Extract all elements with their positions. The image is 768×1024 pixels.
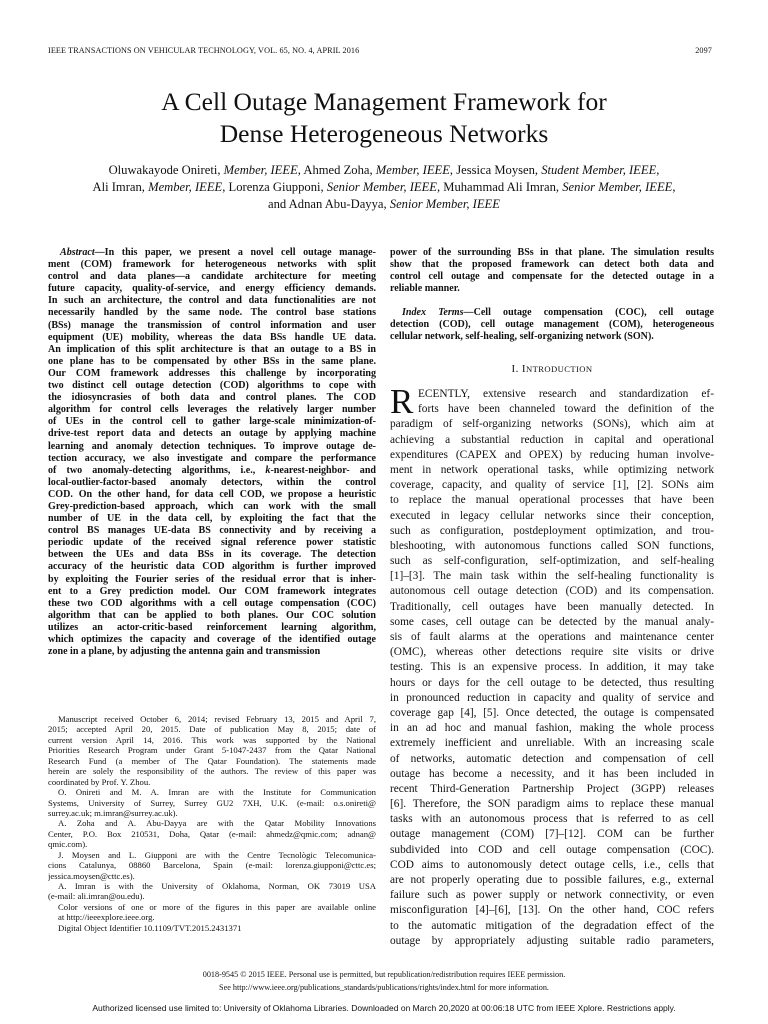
footnote-line: Digital Object Identifier 10.1109/TVT.2015.2431371 [58,922,242,933]
body-line: paradigm of self-organizing networks (SONs), which aim at [390,418,714,431]
index-terms-line: cellular network, self-healing, self-organizing network (SON). [390,331,654,343]
body-line: hours or days for the cell outage to be detected, thus resulting [390,676,714,689]
author-line: Oluwakayode Onireti, Member, IEEE, Ahmed Zoha, Member, IEEE, Jessica Moysen, Student Member, IEEE, [108,163,660,177]
abstract-continued [390,247,714,295]
body-line: [1]–[3]. The main task within the self-healing functionality is [390,570,714,583]
abstract-line: reliable manner. [390,283,460,295]
abstract-line: ment (COM) framework for heterogeneous networks with split [48,259,376,271]
body-line: are not properly operating due to possible failures, e.g., external [390,874,714,886]
index-terms-line: detection (COD), cell outage management (COM), heterogeneous [390,319,714,331]
body-line: failure such as power supply or network connectivity, or even [390,889,714,902]
body-line: testing. This is an expensive process. In addition, it may take [390,661,714,674]
abstract-line: control BS manages UE-data BS connectivity and by receiving a [48,525,376,537]
abstract-line: periodic update of the received signal reference power statistic [48,537,376,549]
abstract-line: ent to a Grey prediction model. Our COM framework integrates [48,585,376,597]
body-line: executed in legacy cellular networks since their conception, [390,509,714,522]
body-line: coverage gap [4], [5]. Once detected, the outage is compensated [390,706,714,719]
abstract-line: necessarily handled by the same node. The control base stations [48,307,376,319]
abstract-line: control and data planes—a candidate architecture for meeting [48,271,376,283]
body-line: autonomous cell outage detection (COD) and its compensation. [390,585,714,598]
footnote-line: A. Imran is with the University of Oklahoma, Norman, OK 73019 USA [58,881,376,891]
body-line: sis of fault alarms at the operations and maintenance center [390,631,714,643]
abstract-line: number of UE in the data cell, by exploiting the fact that the [48,513,376,525]
download-notice: Authorized licensed use limited to: University of Oklahoma Libraries. Downloaded on March 20,2020 at 00:06:18 UTC from IEEE Xplore. Restrictions apply. [92,1003,676,1013]
introduction-body [390,382,714,949]
paper-title [0,86,768,150]
footnote-line: Priorities Research Program under Grant 5-1047-2437 from the Qatar National [48,745,376,756]
footnote-line: J. Moysen and L. Giupponi are with the Centre Tecnològic Telecomunica- [58,849,376,860]
body-line: of networks, automatic detection and compensation of cell [390,752,714,765]
body-line: outage management (COM) [7]–[12]. COM can be further [390,828,714,841]
abstract-line: algorithm that can be applied to both planes. Our COC solution [48,609,376,621]
abstract-line: algorithm for control cells leverages the relatively larger number [48,404,376,416]
abstract [48,247,376,658]
body-line: COD aims to autonomously detect outage cells, i.e., cells that [390,858,714,871]
abstract-line: Abstract—In this paper, we present a novel cell outage manage- [60,247,376,258]
copyright-line: See http://www.ieee.org/publications_standards/publications/rights/index.html for more information. [219,983,549,992]
footnote-line: A. Zoha and A. Abu-Dayya are with the Qatar Mobility Innovations [58,818,376,829]
body-line: extremely inefficient and unreliable. With an increasing scale [390,737,714,750]
footnote-line: (e-mail: ali.imran@ou.edu). [48,891,145,902]
drop-cap: R [390,382,414,421]
title-line: A Cell Outage Management Framework for [161,87,607,116]
body-line: in an ad hoc and manual fashion, making the whole process [390,722,714,735]
footnote-line: at http://ieeexplore.ieee.org. [58,912,155,923]
footnote-line: Color versions of one or more of the figures in this paper are available online [58,901,376,912]
abstract-line: show that the proposed framework can detect both data and [390,259,714,271]
body-line: tasks with an autonomous process that is referred to as cell [390,813,714,826]
index-terms [390,307,714,343]
abstract-line: Grey-prediction-based approach, which can work with the small [48,500,376,512]
abstract-line: An implication of this split architecture is that an outage to a BS in [48,343,376,355]
footnote-line: herein are solely the responsibility of the authors. The review of this paper was [48,766,376,777]
body-line: in pronounced reduction in capacity and quality of service and [390,691,714,704]
copyright-notice [0,968,768,994]
footnote-line: Research Fund (a member of The Qatar Foundation). The statements made [48,755,376,766]
footnote-line: coordinated by Prof. Y. Zhou. [48,776,151,787]
abstract-line: zone in a plane, by adjusting the antenna gain and transmission [48,646,321,658]
abstract-line: In such an architecture, the control and data functionalities are not [48,295,376,307]
abstract-line: of UEs in the control cell to gather large-scale minimization-of- [48,416,376,428]
abstract-line: local-outlier-factor-based anomaly detectors, within the control [48,476,376,488]
author-list [40,162,728,214]
body-line: outage by appropriately adjusting suitable radio parameters, [390,934,714,947]
abstract-line: equipment (UE) mobility, whereas the data BSs handle UE data. [48,331,376,343]
body-line: to replace the manual operational processes that have been [390,494,714,507]
abstract-line: two distinct cell outage detection (COD) algorithms to cope with [48,380,376,392]
author-line: and Adnan Abu-Dayya, Senior Member, IEEE [268,197,500,212]
abstract-line: accuracy of the heuristic data COD algorithm is further improved [48,561,376,573]
body-line: such as configuration, postdeployment optimization, and trou- [390,524,714,537]
footnote-line: qmic.com). [48,839,88,850]
abstract-line: between the UEs and data BSs in its coverage. The detection [48,549,376,561]
footnote-line: 2015; accepted April 20, 2015. Date of publication May 8, 2015; date of [48,724,376,735]
footnote-line: Systems, University of Surrey, Surrey GU2 7XH, U.K. (e-mail: o.s.onireti@ [48,797,376,808]
body-line: (OMC), whereas other detections require site visits or drive [390,646,714,659]
author-line: Ali Imran, Member, IEEE, Lorenza Giupponi, Senior Member, IEEE, Muhammad Ali Imran, Senior Member, IEEE, [92,180,676,195]
abstract-line: COD. On the other hand, for data cell COD, we propose a heuristic [48,488,376,500]
body-line: bleshooting, with autonomous functions called SON functions, [390,539,714,552]
index-terms-line: Index Terms—Cell outage compensation (COC), cell outage [402,307,714,318]
section-heading-introduction: I. INTRODUCTION [511,363,593,375]
body-line: ECENTLY, extensive research and standardization ef- [418,388,714,400]
footnote-line: surrey.ac.uk; m.imran@surrey.ac.uk). [48,807,178,818]
body-line: ment in network operational tasks, while optimizing network [390,463,714,476]
footnote-line: Manuscript received October 6, 2014; revised February 13, 2015 and April 7, [58,714,376,724]
abstract-line: control cell outage and compensate for the detected outage in a [390,271,714,283]
abstract-line: tection accuracy, we also investigate and compare the performance [48,452,376,464]
body-line: misconfiguration [4]–[6], [13]. On the other hand, COC refers [390,904,714,917]
abstract-line: the idiosyncrasies of both data and control planes. The COD [48,392,376,404]
footnote-line: O. Onireti and M. A. Imran are with the Institute for Communication [58,787,376,798]
abstract-line: power of the surrounding BSs in that plane. The simulation results [390,247,714,258]
footnote-line: current version April 14, 2016. This work was supported by the National [48,734,376,745]
abstract-line: future capacity, quality-of-service, and energy efficiency demands. [48,283,376,295]
abstract-line: these two COD algorithms with a cell outage compensation (COC) [48,597,376,609]
body-line: [6]. Therefore, the SON paradigm aims to replace these manual [390,798,714,811]
footnote-line: cions Catalunya, 08860 Barcelona, Spain (e-mail: lorenza.giupponi@cttc.es; [48,860,376,871]
page-number: 2097 [695,46,712,55]
body-line: expenditures (CAPEX and OPEX) by reducing human involve- [390,448,714,461]
body-line: coverage, capacity, and quality of service [1], [2]. SONs aim [390,479,714,492]
abstract-line: (BSs) manage the transmission of control information and user [48,319,376,331]
body-line: some cases, cell outage can be detected by the manual analy- [390,615,714,628]
copyright-line: 0018-9545 © 2015 IEEE. Personal use is permitted, but republication/redistribution requires IEEE permission. [202,970,566,979]
body-line: recent Third-Generation Partnership Project (3GPP) releases [390,782,714,795]
footnote-line: jessica.moysen@cttc.es). [48,870,135,881]
body-line: outage has become a necessity, and it has been included in [390,767,714,780]
footnote-line: Center, P.O. Box 210531, Doha, Qatar (e-mail: ahmedz@qmic.com; adnan@ [48,828,376,839]
abstract-line: of two anomaly-detecting algorithms, i.e., k-nearest-neighbor- and [48,464,376,476]
abstract-line: one plane has to be compensated by other BSs in the same plane. [48,355,376,367]
body-line: forts have been channeled toward the definition of the [418,403,714,416]
body-line: to the automatic mitigation of the degradation effect of the [390,919,714,932]
body-line: Traditionally, cell outages have been manually detected. In [390,600,714,613]
title-line: Dense Heterogeneous Networks [219,119,549,148]
journal-header: IEEE TRANSACTIONS ON VEHICULAR TECHNOLOGY, VOL. 65, NO. 4, APRIL 2016 [48,46,360,55]
abstract-line: which optimizes the capacity and coverage of the identified outage [48,634,376,645]
footnotes [48,714,376,933]
abstract-line: drive-test report data and detects an outage by applying machine [48,428,376,440]
body-line: such as self-configuration, self-optimization, and self-healing [390,555,714,568]
body-line: achieving a substantial reduction in capital and operational [390,433,714,446]
abstract-line: by exploiting the Fourier series of the residual error that is inher- [48,573,376,585]
abstract-line: Our COM framework addresses this challenge by incorporating [48,367,376,379]
abstract-line: learning and anomaly detection techniques. To improve outage de- [48,440,376,452]
abstract-line: utilizes an actor-critic-based reinforcement learning algorithm, [48,621,376,633]
body-line: subdivided into COD and cell outage compensation (COC). [390,843,714,856]
